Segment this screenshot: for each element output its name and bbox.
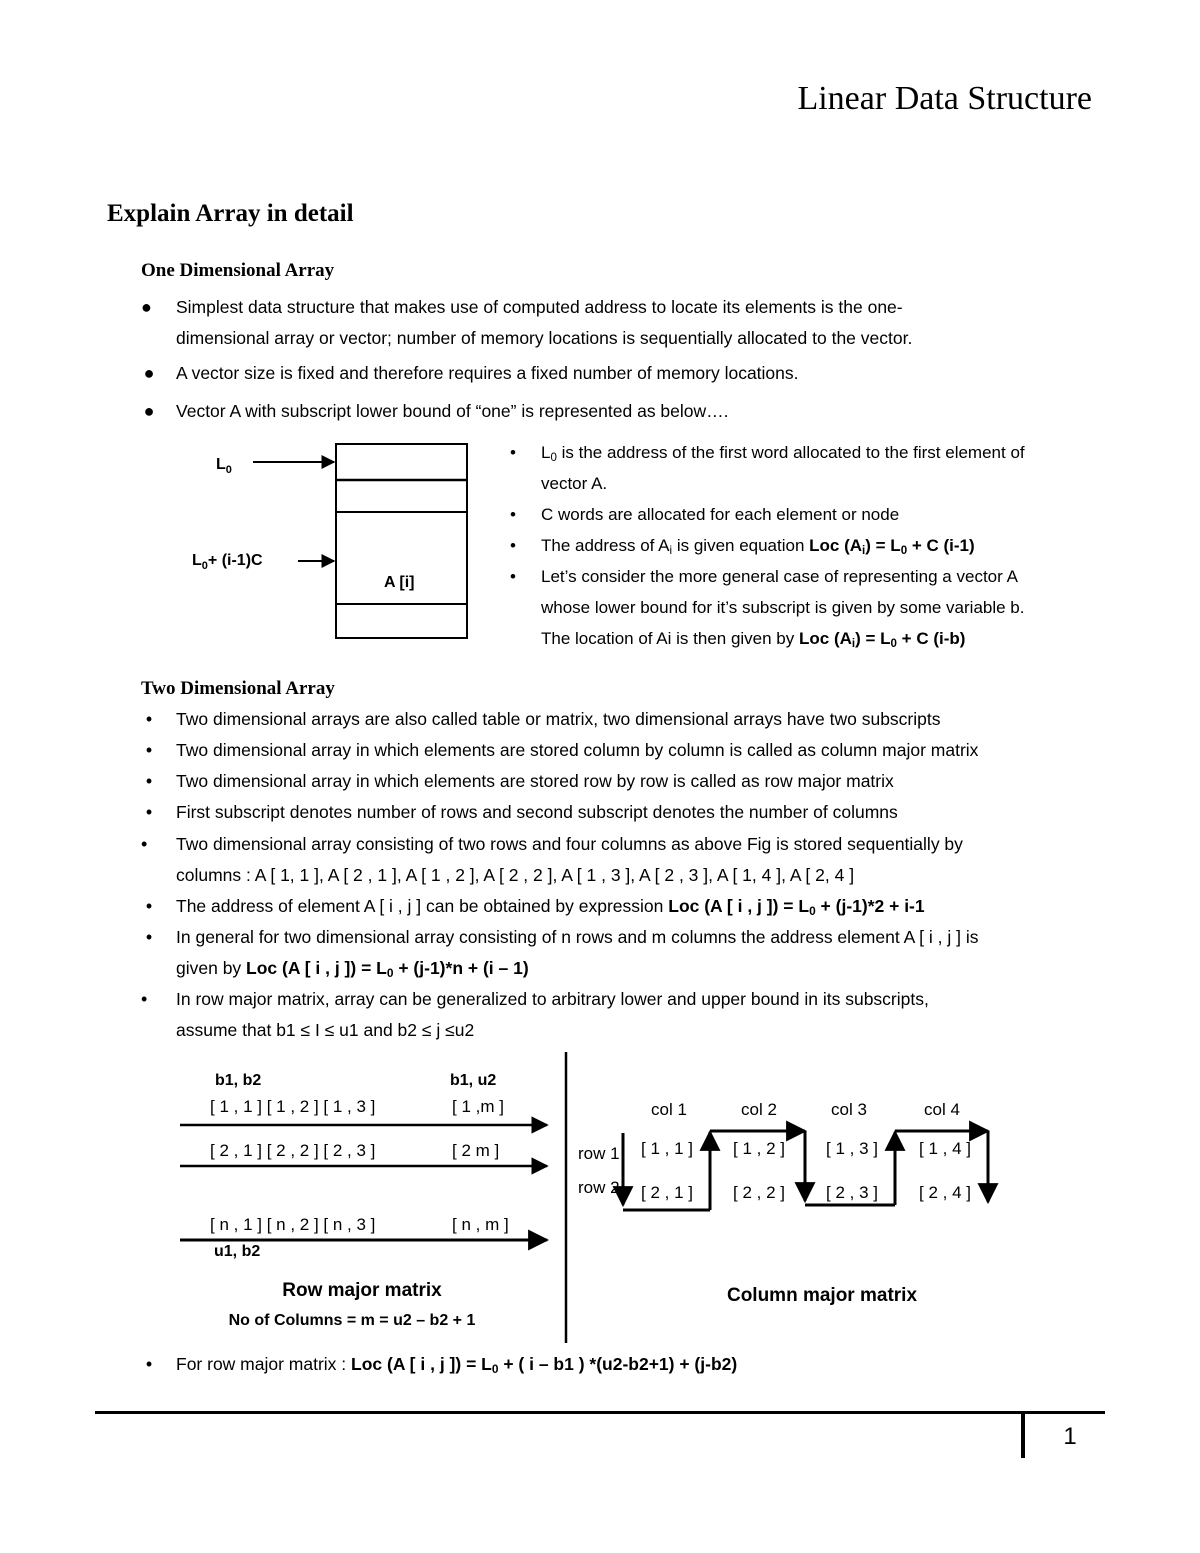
row2-last-cell: [ 2 m ] [452, 1141, 500, 1160]
bullet-icon: • [145, 1354, 153, 1374]
bullet-text: Vector A with subscript lower bound of “one” is represented as below…. [176, 401, 729, 421]
bullet-icon: • [141, 989, 148, 1009]
bullet-icon: • [510, 505, 516, 524]
side-bullet-3 [510, 530, 1121, 561]
formula: i [851, 637, 856, 650]
two-dim-bullet-5 [141, 829, 1096, 891]
bullet-text: Two dimensional array consisting of two rows and four columns as above Fig is stored sequentially by [176, 834, 963, 854]
col-cell-2-1: [ 2 , 1 ] [641, 1183, 693, 1202]
side-text: The address of A [541, 536, 670, 555]
formula: 0 [890, 637, 897, 650]
formula: i [862, 544, 866, 557]
bullet-text: columns : A [ 1, 1 ], A [ 2 , 1 ], A [ 1 , 2 ], A [ 2 , 2 ], A [ 1 , 3 ], A [ 2 , 3 ], A [ 1, 4 ], A [ 2, 4 ] [176, 865, 855, 885]
one-dim-heading: One Dimensional Array [141, 260, 335, 281]
two-dim-bullet-4 [145, 797, 1096, 828]
col-2-label: col 2 [741, 1100, 777, 1119]
col-cell-2-3: [ 2 , 3 ] [826, 1183, 878, 1202]
formula: ) = L [865, 536, 901, 555]
bullet-icon: • [510, 443, 516, 462]
formula: 0 [491, 1361, 499, 1376]
side-bullet-2 [510, 499, 1121, 530]
side-text: i [669, 544, 673, 557]
two-dim-bullet-6 [145, 891, 1096, 922]
bullet-text: The address of element A [ i , j ] can be obtained by expression [176, 896, 669, 916]
formula: + (j-1)*n + (i – 1) [393, 958, 529, 978]
row1-last-cell: [ 1 ,m ] [452, 1097, 504, 1116]
column-major-diagram [578, 1100, 988, 1306]
bullet-icon: • [510, 567, 516, 586]
two-dim-heading: Two Dimensional Array [141, 678, 335, 699]
one-dim-bullet-3 [143, 396, 1096, 427]
col-1-label: col 1 [651, 1100, 687, 1119]
bullet-icon: • [145, 802, 153, 822]
bullet-text: In general for two dimensional array consisting of n rows and m columns the address element A [ i , j ] is [176, 927, 979, 947]
matrix-diagram [0, 1045, 1200, 1355]
bullet-text: Two dimensional array in which elements are stored row by row is called as row major matrix [176, 771, 894, 791]
col-4-label: col 4 [924, 1100, 960, 1119]
u1b2-label: u1, b2 [214, 1243, 261, 1260]
side-text: The location of Ai is then given by [541, 629, 799, 648]
formula: + C (i-1) [907, 536, 975, 555]
vector-box [336, 444, 467, 638]
header-title: Linear Data Structure [797, 80, 1092, 117]
side-text: C words are allocated for each element or node [541, 505, 900, 524]
bullet-icon: • [145, 709, 153, 729]
bullet-text: assume that b1 ≤ I ≤ u1 and b2 ≤ j ≤u2 [176, 1020, 475, 1040]
bullet-text: First subscript denotes number of rows and second subscript denotes the number of columns [176, 802, 898, 822]
b1u2-label: b1, u2 [450, 1072, 497, 1089]
page-number: 1 [1063, 1423, 1077, 1450]
row-2-label: row 2 [578, 1178, 620, 1197]
bullet-text: A vector size is fixed and therefore requires a fixed number of memory locations. [176, 363, 799, 383]
col-3-label: col 3 [831, 1100, 867, 1119]
bullet-icon: ● [143, 401, 155, 421]
formula: Loc (A [809, 536, 863, 555]
page-heading: Explain Array in detail [107, 200, 354, 227]
bullet-text: given by [176, 958, 247, 978]
row-major-formula: No of Columns = m = u2 – b2 + 1 [228, 1312, 476, 1329]
col-cell-2-4: [ 2 , 4 ] [919, 1183, 971, 1202]
bullet-icon: • [145, 896, 153, 916]
bullet-icon: ● [143, 363, 155, 383]
two-dim-bullet-3 [145, 766, 1096, 797]
two-dim-bullet-7 [145, 922, 1096, 984]
one-dim-bullet-1 [141, 292, 1096, 354]
bullet-icon: • [145, 740, 153, 760]
col-cell-1-4: [ 1 , 4 ] [919, 1139, 971, 1158]
formula: Loc (A [ i , j ]) = L [246, 958, 387, 978]
side-bullet-1 [510, 437, 1121, 499]
bullet-text: In row major matrix, array can be generalized to arbitrary lower and upper bound in its subscripts, [176, 989, 929, 1009]
bullet-text: For row major matrix : [176, 1354, 352, 1374]
bullet-text: dimensional array or vector; number of memory locations is sequentially allocated to the vector. [176, 328, 913, 348]
two-dim-bullet-2 [145, 735, 1096, 766]
two-dim-bullet-1 [145, 704, 1096, 735]
formula: + C (i-b) [896, 629, 966, 648]
bullet-text: Simplest data structure that makes use of computed address to locate its elements is the one- [176, 297, 903, 317]
formula: Loc (A [ i , j ]) = L [668, 896, 810, 916]
l0-label: $L_0$ [216, 456, 232, 476]
bullet-icon: ● [141, 297, 152, 317]
one-dim-bullet-2 [143, 358, 1096, 389]
two-dim-bullet-8 [141, 984, 1096, 1046]
row-1-label: row 1 [578, 1144, 620, 1163]
bullet-icon: • [145, 771, 153, 791]
formula: 0 [900, 544, 908, 557]
bullet-icon: • [145, 927, 153, 947]
vector-diagram [180, 430, 490, 650]
col-cell-1-3: [ 1 , 3 ] [826, 1139, 878, 1158]
row2-cells: [ 2 , 1 ] [ 2 , 2 ] [ 2 , 3 ] [210, 1141, 376, 1160]
side-text: L [541, 443, 551, 462]
formula: Loc (A [ i , j ]) = L [351, 1354, 492, 1374]
side-bullet-4 [510, 561, 1121, 654]
bullet-icon: • [510, 536, 516, 555]
bullet-icon: • [141, 834, 148, 854]
side-text: is the address of the first word allocated to the first element of [556, 443, 1025, 462]
side-text: whose lower bound for it’s subscript is given by some variable b. [541, 598, 1025, 617]
side-text: is given equation [672, 536, 810, 555]
footer-rule [95, 1411, 1105, 1414]
side-text: Let’s consider the more general case of representing a vector A [541, 567, 1018, 586]
cell-label: A [i] [384, 574, 415, 591]
rown-last-cell: [ n , m ] [452, 1215, 509, 1234]
formula: + (j-1)*2 + i-1 [815, 896, 925, 916]
side-text: 0 [550, 451, 557, 464]
footer-page-divider [1021, 1414, 1025, 1458]
bullet-text: Two dimensional arrays are also called table or matrix, two dimensional arrays have two subscripts [176, 709, 941, 729]
formula: Loc (A [799, 629, 852, 648]
col-cell-1-2: [ 1 , 2 ] [733, 1139, 785, 1158]
b1b2-label: b1, b2 [215, 1072, 262, 1089]
column-major-caption: Column major matrix [726, 1285, 918, 1306]
row-major-caption: Row major matrix [282, 1280, 442, 1301]
row1-cells: [ 1 , 1 ] [ 1 , 2 ] [ 1 , 3 ] [210, 1097, 376, 1116]
col-cell-1-1: [ 1 , 1 ] [641, 1139, 693, 1158]
col-cell-2-2: [ 2 , 2 ] [733, 1183, 785, 1202]
formula: ) = L [855, 629, 891, 648]
bullet-text: Two dimensional array in which elements are stored column by column is called as column major matrix [176, 740, 979, 760]
rown-cells: [ n , 1 ] [ n , 2 ] [ n , 3 ] [210, 1215, 376, 1234]
formula: + ( i – b1 ) *(u2-b2+1) + (j-b2) [498, 1354, 738, 1374]
row-major-formula-bullet [145, 1349, 1096, 1380]
formula: 0 [386, 965, 394, 980]
row-major-diagram [180, 1072, 547, 1329]
side-text: vector A. [541, 474, 608, 493]
li-label: $L_0+ (i-1)C$ [192, 552, 263, 572]
formula: 0 [809, 903, 816, 918]
